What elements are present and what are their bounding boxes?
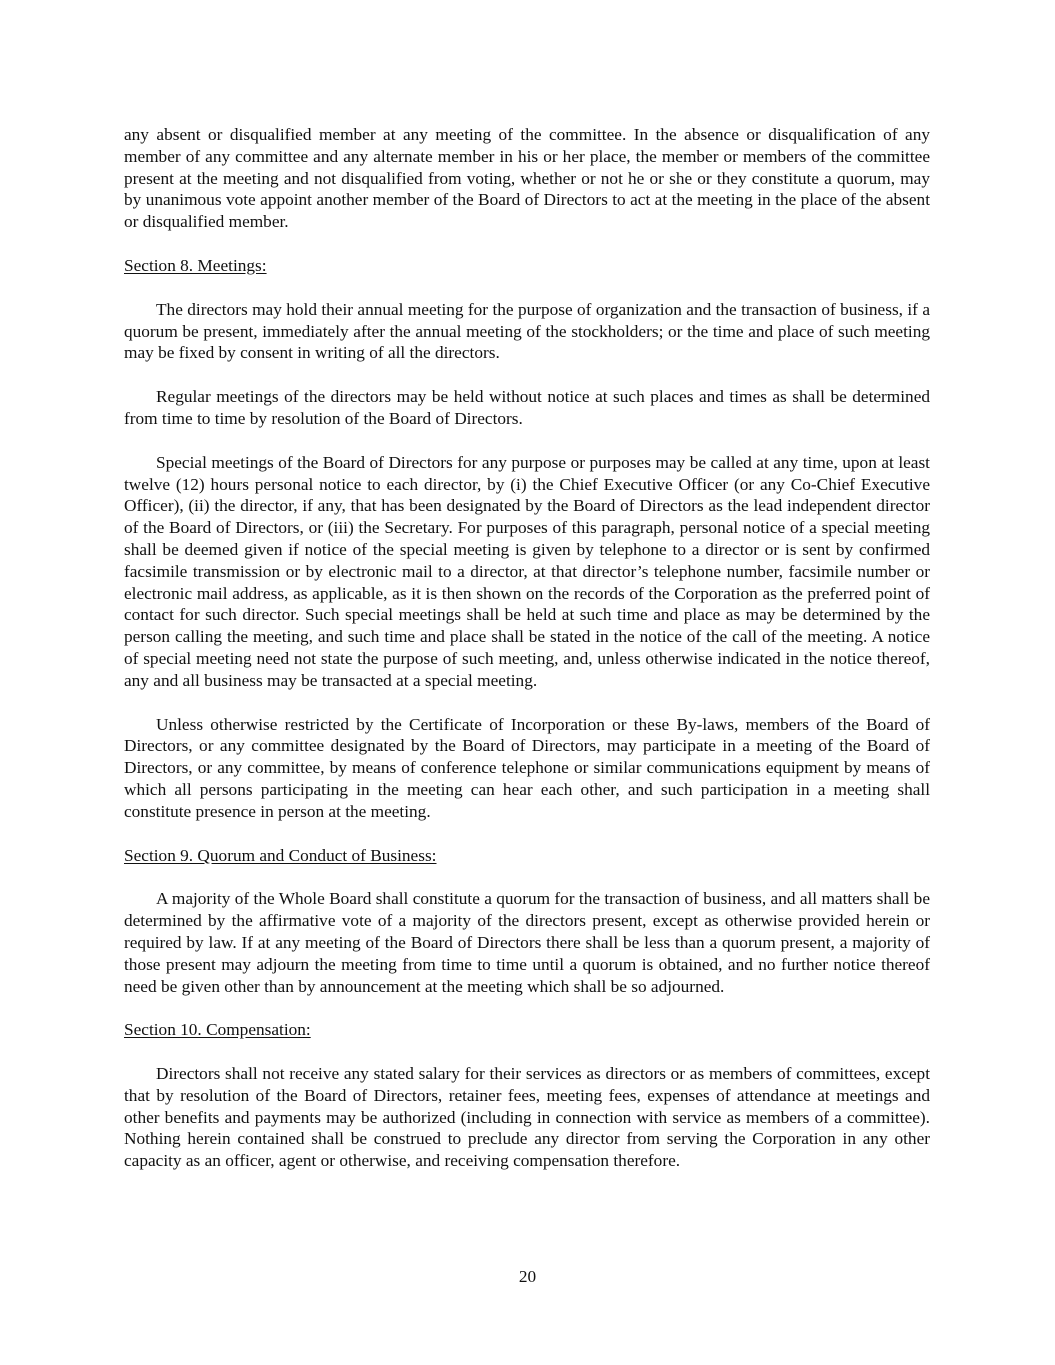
- section-9-heading: Section 9. Quorum and Conduct of Business:: [124, 845, 437, 865]
- section-8-paragraph-1: The directors may hold their annual meeting for the purpose of organization and the transaction of business, if a quorum be present, immediately after the annual meeting of the stockholders; or the time and place of such meeting may be fixed by consent in writing of all the directors.: [124, 299, 930, 363]
- section-10-heading: Section 10. Compensation:: [124, 1020, 311, 1040]
- section-8-paragraph-4: Unless otherwise restricted by the Certificate of Incorporation or these By-laws, members of the Board of Directors, or any committee designated by the Board of Directors, may participate in a meeting of the Board of Directors, or any committee, by means of conference telephone or similar communications equipment by means of which all persons participating in the meeting can hear each other, and such participation in a meeting shall constitute presence in person at the meeting.: [124, 714, 930, 821]
- section-8-heading: Section 8. Meetings:: [124, 255, 267, 275]
- continuation-paragraph: any absent or disqualified member at any meeting of the committee. In the absence or disqualification of any member of any committee and any alternate member in his or her place, the member or members of the committee present at the meeting and not disqualified from voting, whether or not he or she or they constitute a quorum, may by unanimous vote appoint another member of the Board of Directors to act at the meeting in the place of the absent or disqualified member.: [124, 125, 930, 232]
- section-8-paragraph-2: Regular meetings of the directors may be held without notice at such places and times as shall be determined from time to time by resolution of the Board of Directors.: [124, 387, 930, 428]
- section-10-paragraph-1: Directors shall not receive any stated salary for their services as directors or as members of committees, except that by resolution of the Board of Directors, retainer fees, meeting fees, expenses of attendance at meetings and other benefits and payments may be authorized (including in connection with service as members of a committee). Nothing herein contained shall be construed to preclude any director from serving the Corporation in any other capacity as an officer, agent or otherwise, and receiving compensation therefore.: [124, 1064, 930, 1171]
- page-number: 20: [518, 1267, 537, 1286]
- section-9-paragraph-1: A majority of the Whole Board shall constitute a quorum for the transaction of business, and all matters shall be determined by the affirmative vote of a majority of the directors present, except as otherwise provided herein or required by law. If at any meeting of the Board of Directors there shall be less than a quorum present, a majority of those present may adjourn the meeting from time to time until a quorum is obtained, and no further notice thereof need be given other than by announcement at the meeting which shall be so adjourned.: [124, 889, 930, 996]
- document-page: [124, 124, 930, 1172]
- section-8-paragraph-3: Special meetings of the Board of Directors for any purpose or purposes may be called at any time, upon at least twelve (12) hours personal notice to each director, by (i) the Chief Executive Officer (or any Co-Chief Executive Officer), (ii) the director, if any, that has been designated by the Board of Directors as the lead independent director of the Board of Directors, or (iii) the Secretary. For purposes of this paragraph, personal notice of a special meeting shall be deemed given if notice of the special meeting is given by telephone to a director or is sent by confirmed facsimile transmission or by electronic mail to a director, at that director’s telephone number, facsimile number or electronic mail address, as applicable, as it is then shown on the records of the Corporation as the preferred point of contact for such director. Such special meetings shall be held at such time and place as may be determined by the person calling the meeting, and such time and place shall be stated in the notice of the call of the meeting. A notice of special meeting need not state the purpose of such meeting, and, unless otherwise indicated in the notice thereof, any and all business may be transacted at a special meeting.: [124, 452, 930, 690]
